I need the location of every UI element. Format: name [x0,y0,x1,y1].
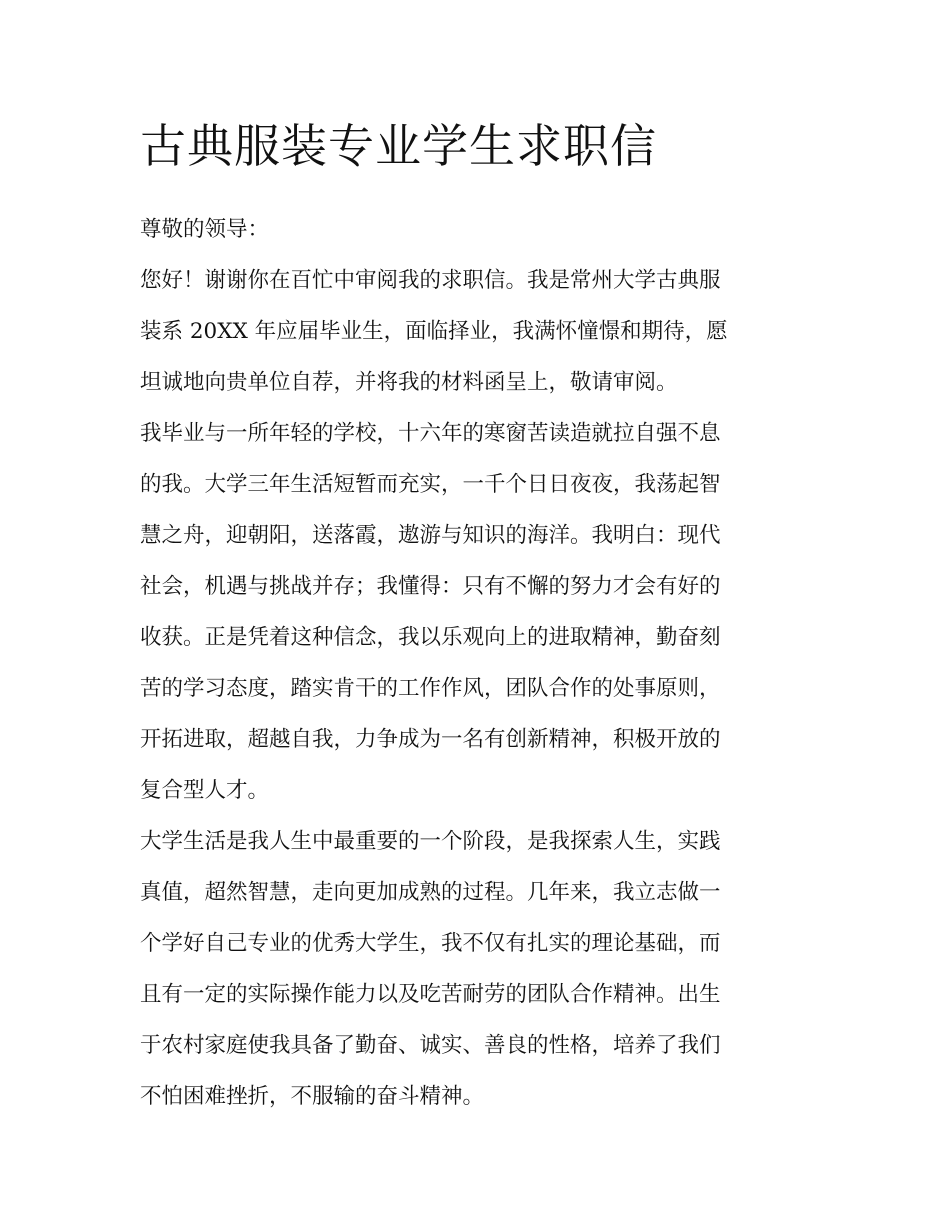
paragraph-line: 且有一定的实际操作能力以及吃苦耐劳的团队合作精神。出生 [140,982,721,1007]
paragraph-line: 个学好自己专业的优秀大学生，我不仅有扎实的理论基础，而 [140,931,721,956]
paragraph-line: 大学生活是我人生中最重要的一个阶段，是我探索人生，实践 [140,829,721,854]
paragraph-line: 坦诚地向贵单位自荐，并将我的材料函呈上，敬请审阅。 [140,370,678,395]
document-body [140,112,812,1122]
paragraph-line: 的我。大学三年生活短暂而充实，一千个日日夜夜，我荡起智 [140,472,721,497]
paragraph-university-life [140,816,812,1122]
paragraph-line: 社会，机遇与挑战并存；我懂得：只有不懈的努力才会有好的 [140,574,721,599]
paragraph-line: 复合型人才。 [140,778,270,803]
paragraph-line: 装系 20XX 年应届毕业生，面临择业，我满怀憧憬和期待，愿 [140,319,728,344]
paragraph-line: 苦的学习态度，踏实肯干的工作作风，团队合作的处事原则， [140,676,721,701]
paragraph-line: 我毕业与一所年轻的学校，十六年的寒窗苦读造就拉自强不息 [140,421,721,446]
paragraph-line: 收获。正是凭着这种信念，我以乐观向上的进取精神，勤奋刻 [140,625,721,650]
salutation: 尊敬的领导： [140,217,270,242]
document-title: 古典服装专业学生求职信 [140,119,657,173]
paragraph-line: 真值，超然智慧，走向更加成熟的过程。几年来，我立志做一 [140,880,721,905]
paragraph-background [140,408,812,816]
paragraph-line: 慧之舟，迎朝阳，送落霞，遨游与知识的海洋。我明白：现代 [140,523,721,548]
paragraph-line: 您好！谢谢你在百忙中审阅我的求职信。我是常州大学古典服 [140,268,721,293]
paragraph-line: 开拓进取，超越自我，力争成为一名有创新精神，积极开放的 [140,727,721,752]
paragraph-line: 于农村家庭使我具备了勤奋、诚实、善良的性格，培养了我们 [140,1033,721,1058]
paragraph-greeting [140,255,812,408]
paragraph-line: 不怕困难挫折，不服输的奋斗精神。 [140,1084,485,1109]
